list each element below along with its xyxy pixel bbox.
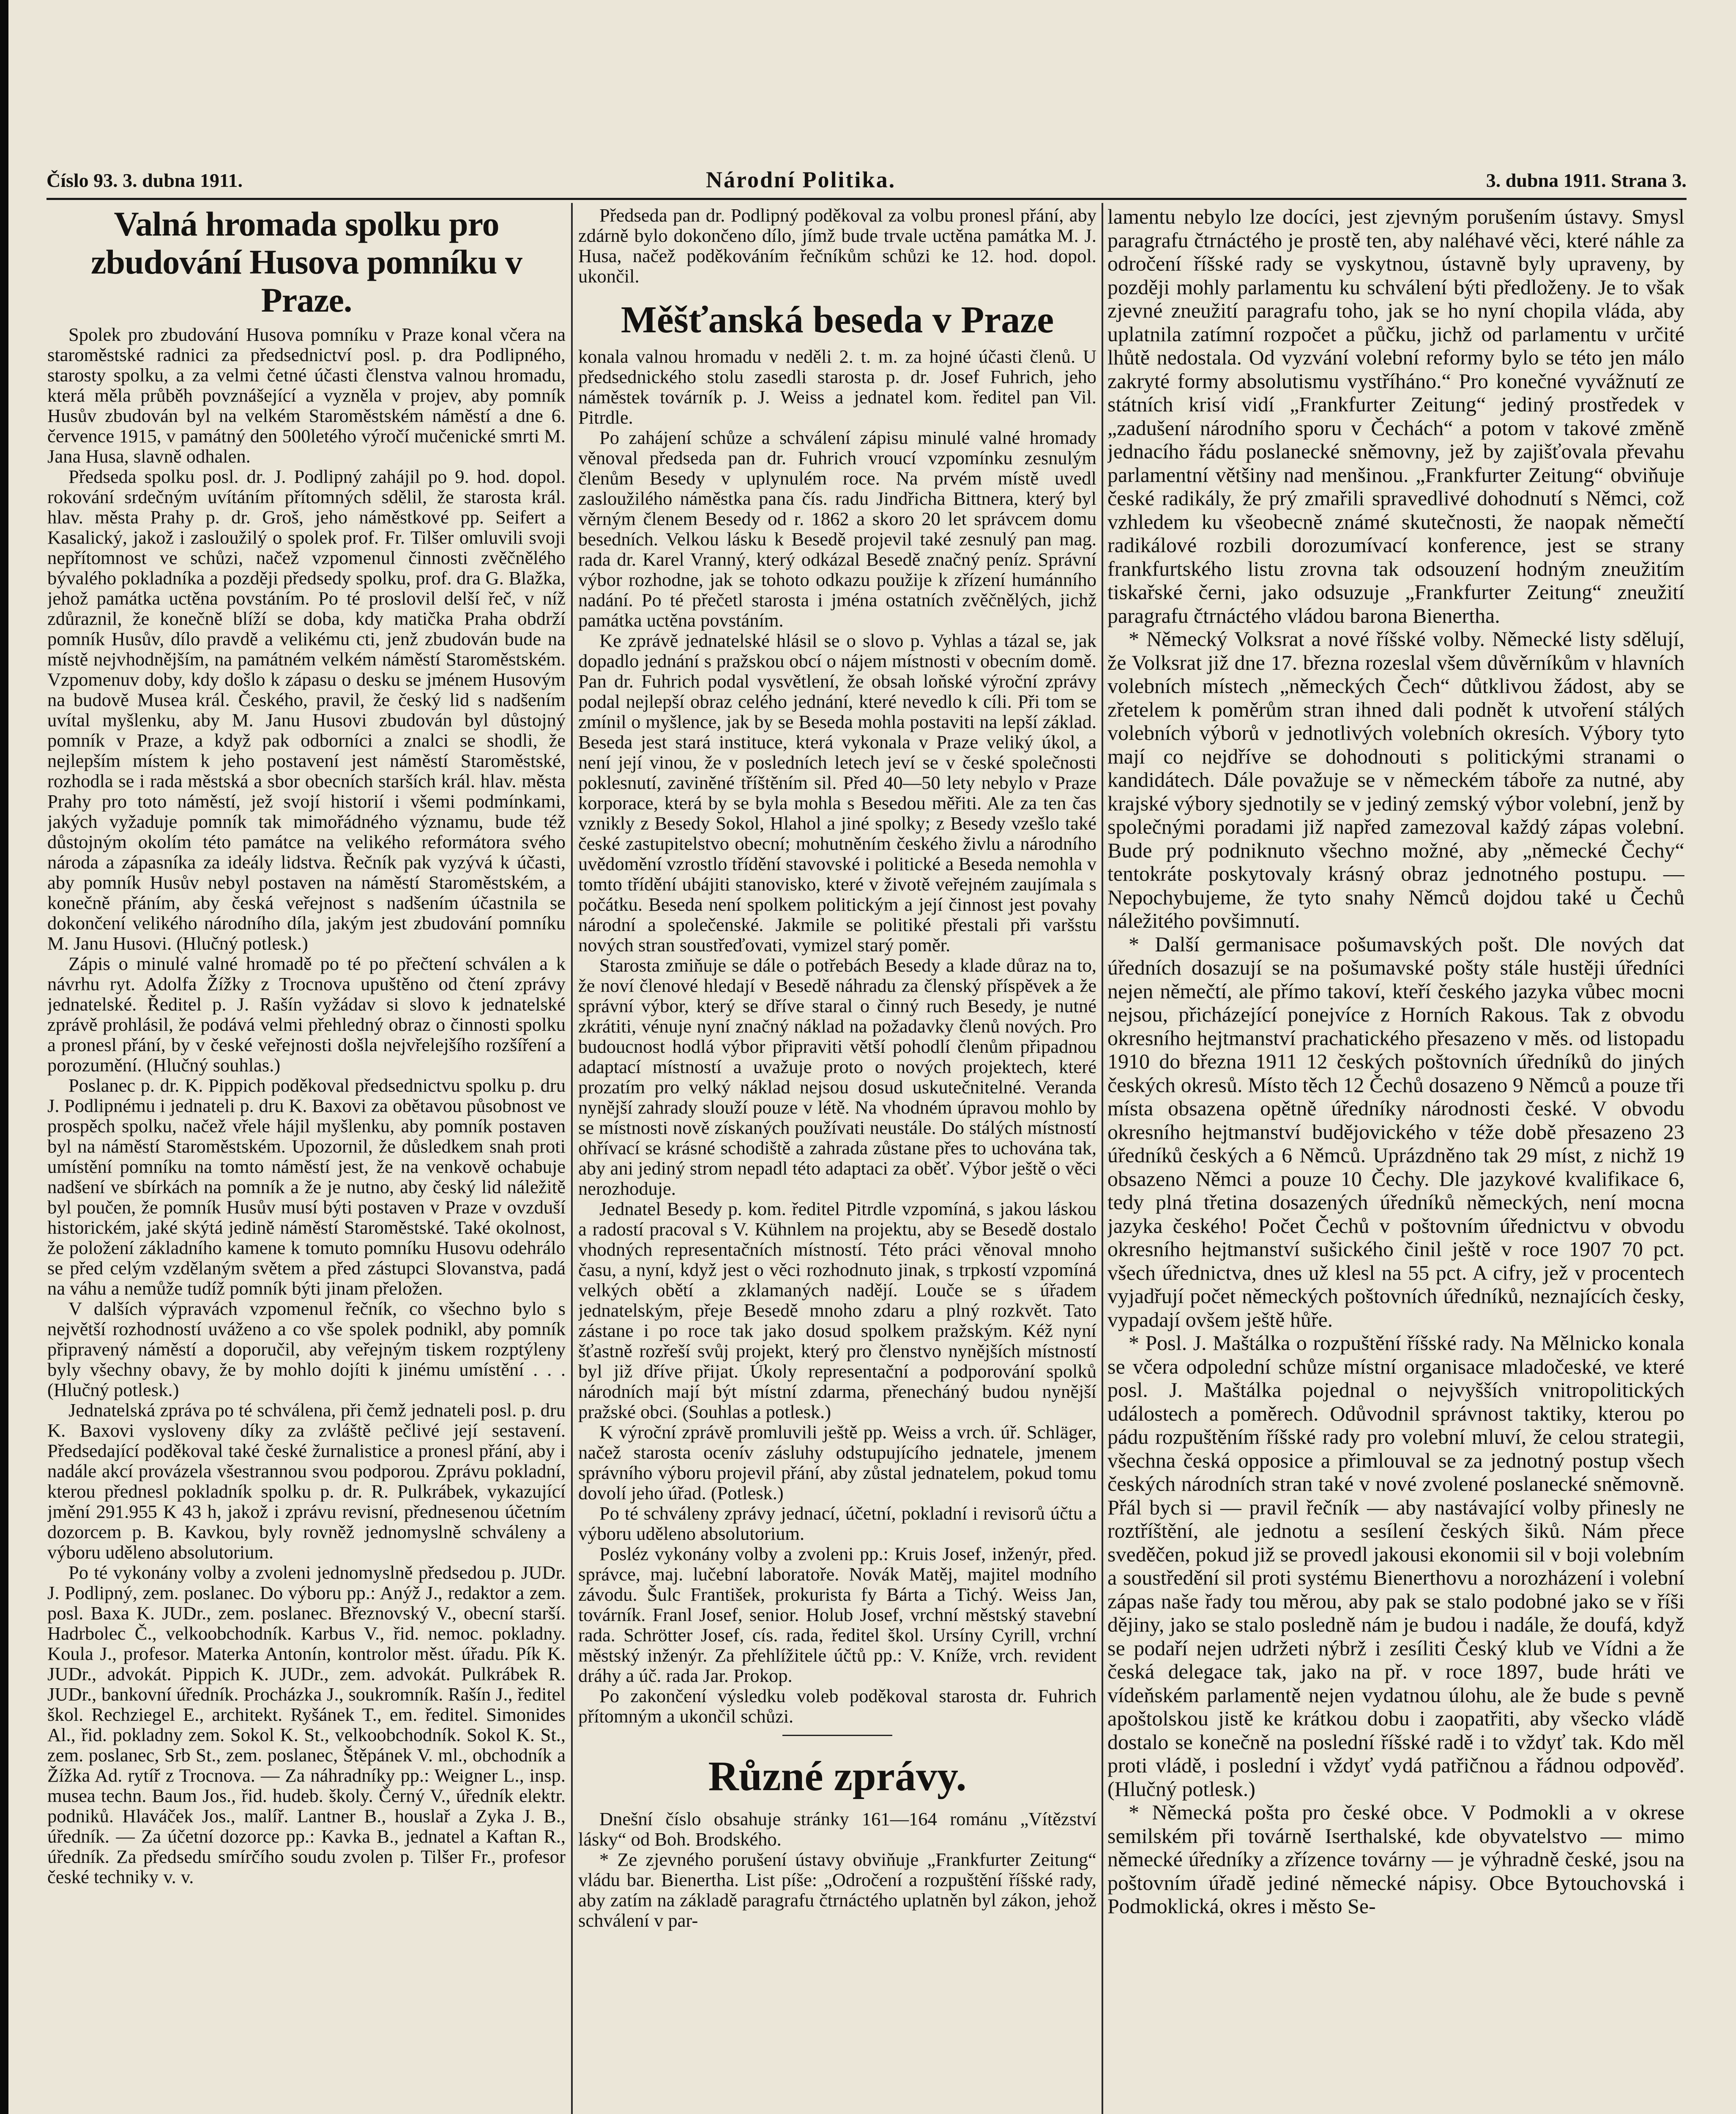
article-paragraph: Dnešní číslo obsahuje stránky 161—164 románu „Vítězství lásky“ od Boh. Brodského. — [578, 1808, 1096, 1850]
scan-edge — [0, 0, 8, 2114]
article-paragraph: * Německý Volksrat a nové říšské volby. Německé listy sdělují, že Volksrat již dne 17. března rozeslal všem důvěrníkům v hlavních volebních místech „německých Čech“ důtklivou žádost, aby se zřetelem k poměrům stran ihned dali podnět k utvoření stálých volebních výborů v jednotlivých volebních okresích. Výbory tyto mají co nejdříve se dohodnouti s politickými stranami o kandidátech. Dále považuje se v německém táboře za nutné, aby krajské výbory sjednotily se v jediný zemský výbor volební, jenž by společnými poradami již napřed zamezoval každý zápas volební. Bude prý podniknuto všechno možné, aby „německé Čechy“ tentokráte poskytovaly krásný obraz jednotného postupu. — Nepochybujeme, že tyto snahy Němců dojdou také u Čechů náležitého povšimnutí. — [1107, 627, 1684, 932]
article-paragraph: Posléz vykonány volby a zvoleni pp.: Kruis Josef, inženýr, před. správce, maj. lučební laboratoře. Novák Matěj, majitel modního závodu. Šulc František, prokurista fy Bárta a Tichý. Weiss Jan, továrník. Franl Josef, senior. Holub Josef, vrchní městský stavební rada. Schrötter Josef, cís. rada, ředitel škol. Ursíny Cyrill, vrchní městský inženýr. Za přehlížitele účtů pp.: V. Kníže, vrch. revident dráhy a úč. rada Jar. Prokop. — [578, 1543, 1096, 1686]
article-paragraph: Starosta zmiňuje se dále o potřebách Besedy a klade důraz na to, že noví členové hledají v Besedě náhradu za členský příspěvek a že správní výbor, který se dříve staral o činný ruch Besedy, je nutné zkrátiti, vénuje nyní značný náklad na požadavky členů nových. Pro budoucnost hodlá výbor připraviti větší pohodlí členům připadnou adaptací místností a uvažuje proto o nových projektech, které prozatím pro velký náklad nejsou dosud uskutečnitelné. Veranda nynější zahrady slouží pouze v létě. Na vhodném úpravou mohlo by se místnosti nově získaných používati neustále. Do stálých místností ohřívací se krásné schodiště a zahrada zůstane přes to uchována tak, aby ani jediný strom nepadl této adaptaci za oběť. Výbor ještě o věci nerozhoduje. — [578, 955, 1096, 1199]
page-number: 3. dubna 1911. Strana 3. — [1486, 170, 1687, 191]
article-paragraph: Po zahájení schůze a schválení zápisu minulé valné hromady věnoval předseda pan dr. Fuhrich vroucí vzpomínku zesnulým členům Besedy v uplynulém roce. Na prvém místě uvedl zasloužilého náměstka pana čís. radu Jindřicha Bittnera, který byl věrným členem Besedy od r. 1862 a skoro 20 let správcem domu besedních. Velkou lásku k Besedě projevil také zesnulý pan mag. rada dr. Karel Vranný, který odkázal Besedě značný peníz. Správní výbor rozhodne, jak se tohoto odkazu použije k zřízení humánního nadání. Po té přečetl starosta i jména ostatních zvěčnělých, jichž památka uctěna povstáním. — [578, 427, 1096, 631]
issue-date: Číslo 93. 3. dubna 1911. — [46, 170, 243, 191]
article-paragraph: Ke zprávě jednatelské hlásil se o slovo p. Vyhlas a tázal se, jak dopadlo jednání s pražskou obcí o nájem místnosti v obecním domě. Pan dr. Fuhrich podal vysvětlení, že obsah loňské výroční zprávy podal nejlepší obraz celého jednání, které nevedlo k cíli. Při tom se zmínil o myšlence, jak by se Beseda mohla postaviti na lepší základ. Beseda jest stará instituce, která vykonala v Praze veliký úkol, a není její vinou, že v posledních letech jeví se v české společnosti poklesnutí, zaviněné tříštěním sil. Před 40—50 lety nebylo v Praze korporace, která by se byla mohla s Besedou měřiti. Ale za ten čas vznikly z Besedy Sokol, Hlahol a jiné spolky; z Besedy vzešlo také české zastupitelstvo obecní; mohutněním českého živlu a národního uvědomění vzrostlo třídění stavovské i politické a Beseda nemohla v tomto třídění ubájiti stanovisko, které v životě veřejném zaujímala s počátku. Beseda není spolkem politickým a její činnost jest povahy národní a společenské. Jakmile se politiké přestali při varšstu nových stran soustřeďovati, vymizel starý poměr. — [578, 630, 1096, 956]
article-paragraph: V dalších výpravách vzpomenul řečník, co všechno bylo s největší rozhodností uváženo a co vše spolek podnikl, aby pomník připravený náměstí a doporučil, aby veřejným tiskem rozptýleny byly všechny obavy, že by mohlo dojíti k jinému umístění . . . (Hlučný potlesk.) — [47, 1298, 566, 1400]
article-heading: Valná hromada spolku pro zbudování Husova pomníku v Praze. — [91, 205, 522, 319]
section-heading: Různé zprávy. — [708, 1753, 967, 1799]
header-divider — [46, 198, 1687, 200]
article-paragraph: Předseda spolku posl. dr. J. Podlipný zahájil po 9. hod. dopol. rokování srdečným uvítáním přítomných sdělil, že starosta král. hlav. města Prahy p. dr. Groš, jeho náměstkové pp. Seifert a Kasalický, jakož i zasloužilý o spolek prof. Fr. Tilšer omluvili svoji nepřítomnost ve schůzi, načež vzpomenul činnosti zvěčnělého bývalého pokladníka a později předsedy spolku, prof. dra G. Blažka, jehož památka uctěna povstáním. Po té proslovil delší řeč, v níž zdůraznil, že konečně blíží se doba, kdy matička Praha obdrží pomník Husův, dílo pravdě a velikému cti, jenž zbudován bude na místě nejvhodnějším, na památném velkém náměstí Staroměstském. Vzpomenuv doby, kdy došlo k zápasu o desku se jménem Husovým na budově Musea král. Českého, pravil, že český lid s nadšením uvítal myšlenku, aby M. Janu Husovi zbudován byl důstojný pomník v Praze, a když pak odborníci a znalci se shodli, že nejlepším místem k jeho postavení jest náměstí Staroměstské, rozhodla se i rada městská a sbor obecních starších král. hlav. města Prahy pro toto náměstí, jež svojí historií i všemi podmínkami, jakých vyžaduje pomník tak mimořádného významu, bude též důstojným okolím této památce na velikého reformátora svého národa a zápasníka za ideály lidstva. Řečník pak vyzývá k účasti, aby pomník Husův nebyl postaven na náměstí Staroměstském, a konečně přáním, aby česká veřejnost s nadšením účastnila se dokončení velikého národního díla, jakým jest zbudování pomníku M. Janu Husovi. (Hlučný potlesk.) — [47, 466, 566, 954]
column-divider — [1102, 203, 1103, 2114]
article-paragraph: Po té schváleny zprávy jednací, účetní, pokladní i revisorů účtu a výboru uděleno absolutorium. — [578, 1503, 1096, 1544]
article-paragraph: * Německá pošta pro české obce. V Podmokli a v okrese semilském při továrně Iserthalské, kde obyvatelstvo — mimo německé úředníky a zřízence továrny — je výhradně české, jsou na poštovním úřadě jediné německé nápisy. Obce Bytouchovská i Podmoklická, okres i město Se- — [1107, 1800, 1684, 1918]
column-1 — [47, 205, 566, 2114]
article-paragraph: K výroční zprávě promluvili ještě pp. Weiss a vrch. úř. Schläger, načež starosta ocenív zásluhy odstupujícího jednatele, jmenem správního výboru projevil přání, aby zůstal jednatelem, pokud tomu dovolí jeho úřad. (Potlesk.) — [578, 1421, 1096, 1503]
column-3 — [1107, 205, 1684, 2114]
article-paragraph: * Posl. J. Maštálka o rozpuštění říšské rady. Na Mělnicko konala se včera odpolední schůze místní organisace mladočeské, ve které posl. J. Maštálka pojednal o nejvyšších vnitropolitických událostech a poměrech. Odůvodnil správnost taktiky, kterou po pádu rozpuštěním říšské rady pro volební mluví, že celou strategii, všechna česká opposice a přimlouval se za jednotný postup všech českých národních stran také v nové zvolené poslanecké sněmovně. Přál bych si — pravil řečník — aby nastávající volby přinesly ne roztříštění, ale jednotu a sesílení českých šiků. Nám přece sveděčen, pokud již se provedl jakousi ekonomii sil v boji volebním a soustředění sil proti systému Bienerthovu a norozházení i volební zápas naše řady tou měrou, aby pak se stalo podobné jako se v říši dějiny, jako se stalo posledně nám je budou i nadále, že doufá, když se podaří nejen udržeti nýbrž i zesíliti Český klub ve Vídni a že česká delegace tak, jako na př. v roce 1897, bude hráti ve vídeňském parlamentě nejen vydatnou úlohu, ale že bude s pevně apoštolskou jistě ke krátkou dobu i zaopatřiti, aby všecko vládě dostalo se konečně na poslední říšské radě i to vždyť tak. Kdo měl proti vládě, i poslední i vždyť vydá patřičnou a řádnou odpověď. (Hlučný potlesk.) — [1107, 1331, 1684, 1801]
article-paragraph: Po zakončení výsledku voleb poděkoval starosta dr. Fuhrich přítomným a ukončil schůzi. — [578, 1685, 1096, 1727]
article-paragraph: konala valnou hromadu v neděli 2. t. m. za hojné účasti členů. U předsednického stolu zasedli starosta p. dr. Josef Fuhrich, jeho náměstek továrník p. J. Weiss a jednatel kom. ředitel pan Vil. Pitrdle. — [578, 346, 1096, 428]
column-divider — [571, 203, 573, 2114]
article-paragraph: Spolek pro zbudování Husova pomníku v Praze konal včera na staroměstské radnici za předsednictví posl. p. dra Podlipného, starosty spolku, a za velmi četné účasti členstva valnou hromadu, která měla průběh povznášející a vyzněla v projev, aby pomník Husův zbudován byl na velkém Staroměstském náměstí a dne 6. července 1915, v památný den 500letého výročí mučenické smrti M. Jana Husa, slavně odhalen. — [47, 324, 566, 467]
masthead-title: Národní Politika. — [706, 167, 896, 192]
column-2 — [578, 205, 1096, 2114]
article-paragraph: Po té vykonány volby a zvoleni jednomyslně předsedou p. JUDr. J. Podlipný, zem. poslanec. Do výboru pp.: Anýž J., redaktor a zem. posl. Baxa K. JUDr., zem. poslanec. Březnovský V., obecní starší. Hadrbolec Č., velkoobchodník. Karbus V., řid. nemoc. pokladny. Koula J., profesor. Materka Antonín, kontrolor měst. úřadu. Pík K. JUDr., advokát. Pippich K. JUDr., zem. advokát. Pulkrábek R. JUDr., bankovní úředník. Procházka J., soukromník. Rašín J., ředitel škol. Rechziegel E., architekt. Ryšánek T., em. ředitel. Simonides Al., řid. pokladny zem. Sokol K. St., velkoobchodník. Sokol K. St., zem. poslanec, Srb St., zem. poslanec, Štěpánek V. ml., obchodník a Žížka Ad. rytíř z Trocnova. — Za náhradníky pp.: Weigner L., insp. musea techn. Baum Jos., řid. hudeb. školy. Černý V., úředník elektr. podniků. Hlaváček Jos., malíř. Lantner B., houslař a Zyka J. B., úředník. — Za účetní dozorce pp.: Kavka B., jednatel a Kaftan R., úředník. Za předsedu smírčího soudu zvolen p. Tilšer Fr., profesor české techniky v. v. — [47, 1562, 566, 1887]
article-paragraph: * Ze zjevného porušení ústavy obviňuje „Frankfurter Zeitung“ vládu bar. Bienertha. List píše: „Odročení a rozpuštění říšské rady, aby zatím na základě paragrafu čtrnáctého uplatněn byl zákon, jehož schválení v par- — [578, 1849, 1096, 1931]
page-header — [46, 169, 1687, 194]
article-paragraph: Poslanec p. dr. K. Pippich poděkoval předsednictvu spolku p. dru J. Podlipnému i jednateli p. dru K. Baxovi za obětavou působnost ve prospěch spolku, načež vřele hájil myšlenku, aby pomník postaven byl na náměstí Staroměstském. Upozornil, že důsledkem snah proti umístění pomníku na tomto náměstí jest, že na venkově ochabuje nadšení ve sbírkách na pomník a že je nutno, aby český lid náležitě byl poučen, že pomník Husův musí býti postaven v Praze v ovzduší historickém, jaké skýtá jedině náměstí Staroměstské. Také okolnost, že položení základního kamene k tomuto pomníku Husovu odehrálo se před celým vzdělaným světem a před zástupci Slovanstva, padá na váhu a nemůže tudíž pomník býti jinam přeložen. — [47, 1075, 566, 1299]
article-paragraph: Jednatel Besedy p. kom. ředitel Pitrdle vzpomíná, s jakou láskou a radostí pracoval s V. Kühnlem na projektu, aby se Besedě dostalo vhodných representačních místností. Této práci věnoval mnoho času, a nyní, když jest o věci rozhodnuto jinak, s trpkostí vzpomíná velkých obětí a zklamaných nadějí. Louče se s úřadem jednatelským, přeje Besedě mnoho zdaru a plný rozkvět. Tato zástane i po roce tak jako dosud spolkem pražským. Kéž nyní šťastně rozřeší svůj projekt, který pro členstvo nynějších místností byl již dříve přijat. Úkoly representační a podporování spolků národních mají být místní zdarma, přenecháný budou nynější pražské obci. (Souhlas a potlesk.) — [578, 1198, 1096, 1422]
article-heading: Měšťanská beseda v Praze — [621, 299, 1054, 341]
section-divider — [782, 1735, 892, 1736]
article-paragraph: Zápis o minulé valné hromadě po té po přečtení schválen a k návrhu ryt. Adolfa Žížky z Trocnova upuštěno od čtení zprávy jednatelské. Ředitel p. J. Rašín vyžádav si slovo k jednatelské zprávě prohlásil, že podává velmi přehledný obraz o činnosti spolku a pronesl přání, by v české veřejnosti došla nejvřelejšího rozšíření a porozumění. (Hlučný souhlas.) — [47, 953, 566, 1076]
article-paragraph: * Další germanisace pošumavských pošt. Dle nových dat úředních dosazují se na pošumavské pošty stále hustěji úředníci nejen němečtí, ale přímo takoví, kteří českého jazyka vůbec mocni nejsou, přicházející ponejvíce z Horních Rakous. Tak z obvodu okresního hejtmanství prachatického přesazeno v měs. od listopadu 1910 do března 1911 12 českých poštovních úředníků do jiných českých okresů. Místo těch 12 Čechů dosazeno 9 Němců a pouze tři místa obsazena opětně úředníky národnosti české. V obvodu okresního hejtmanství budějovického v téže době přesazeno 23 úředníků českých a 6 Němců. Uprázdněno tak 29 míst, z nichž 19 obsazeno Němci a pouze 10 Čechy. Dle jazykové kvalifikace 6, tedy plná třetina dosazených úředníků německých, není mocna jazyka českého! Počet Čechů v poštovním úřednictvu v obvodu okresního hejtmanství sušického činil ještě v roce 1907 70 pct. všech úřednictva, dnes už klesl na 55 pct. A cifry, jež v procentech vyjadřují počet německých poštovních úředníků, neznajících česky, vypadají ovšem ještě hůře. — [1107, 932, 1684, 1331]
article-paragraph: lamentu nebylo lze docíci, jest zjevným porušením ústavy. Smysl paragrafu čtrnáctého je prostě ten, aby naléhavé věci, které náhle za odročení říšské rady se vyskytnou, ústavně byly upraveny, by později mohly parlamentu ku schválení býti předloženy. Je to však zjevné zneužití paragrafu toho, jak se ho nyní chopila vláda, aby uplatnila zatímní rozpočet a půčku, jichž od parlamentu v určité lhůtě nedostala. Od vyzvání volební reformy bylo se této jen málo zakryté formy absolutismu vystříháno.“ Pro konečné vyvážnutí ze státních krisí vidí „Frankfurter Zeitung“ jediný prostředek v „zadušení národního sporu v Čechách“ a potom v takové změně jednacího řádu poslanecké sněmovny, jež by zajišťovala převahu parlamentní většiny nad menšinou. „Frankfurter Zeitung“ obviňuje české radikály, že prý zmařili spravedlivé dohodnutí s Němci, což vzhledem ku všeobecně známé skutečnosti, že naopak němečtí radikálové rozbili dorozumívací konference, jest se strany frankfurtského listu zrovna tak odsouzení hodným zneužitím tiskařské černi, jako odsuzuje „Frankfurter Zeitung“ zneužití paragrafu čtrnáctého vládou barona Bienertha. — [1107, 205, 1684, 627]
article-paragraph: Předseda pan dr. Podlipný poděkoval za volbu pronesl přání, aby zdárně bylo dokončeno dílo, jímž bude trvale uctěna památka M. J. Husa, načež poděkováním řečníkům schůzi ke 12. hod. dopol. ukončil. — [578, 205, 1096, 287]
article-paragraph: Jednatelská zpráva po té schválena, při čemž jednateli posl. p. dru K. Baxovi vysloveny díky za zvláště pečlivé její sestavení. Předsedající poděkoval také české žurnalistice a pronesl přání, aby i nadále akcí provázela všestrannou svou podporou. Zprávu pokladní, kterou přednesl pokladník spolku p. dr. R. Pulkrábek, vykazující jmění 291.955 K 43 h, jakož i zprávu revisní, přednesenou účetním dozorcem p. B. Kavkou, byly rovněž jednomyslně schváleny a výboru uděleno absolutorium. — [47, 1399, 566, 1563]
